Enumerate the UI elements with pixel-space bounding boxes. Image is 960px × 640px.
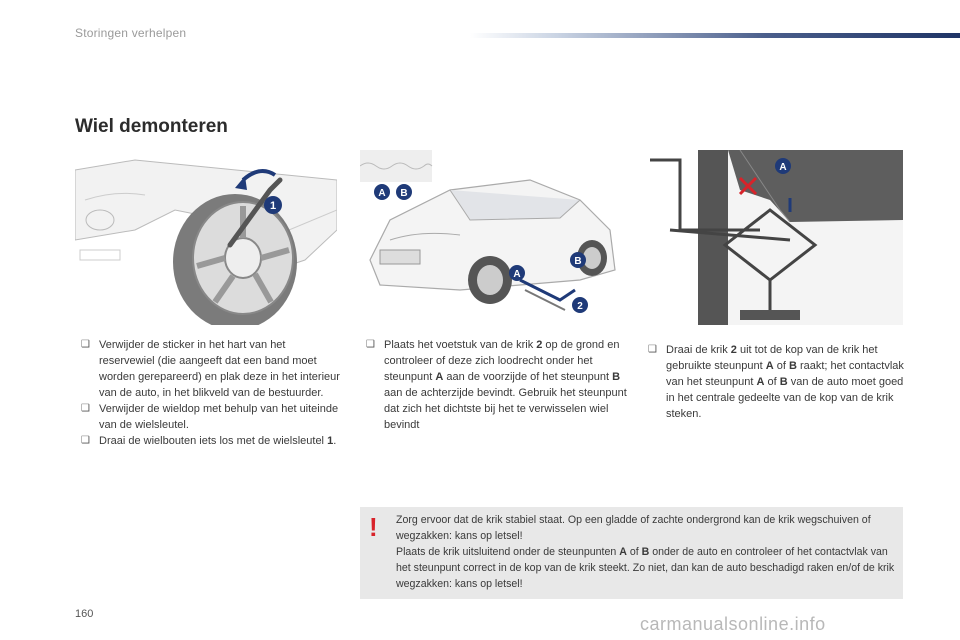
header-gradient-bar [470,33,960,38]
section-title: Storingen verhelpen [75,26,187,40]
bullet-icon: ❑ [648,344,657,355]
callout-b-top: B [400,188,408,199]
callout-a-top: A [378,188,386,199]
figure-car-jack-points [360,150,622,325]
instruction-item: ❑ Verwijder de sticker in het hart van het reservewiel (die aangeeft dat een band moet worden gerepareerd) en plak deze in het interieur van de auto, in het blikveld van de bestuurder. [81,339,340,399]
instruction-item: ❑ Verwijder de wieldop met behulp van het uiteinde van de wielsleutel. [81,403,339,431]
instruction-item: ❑ Draai de wielbouten iets los met de wielsleutel 1. [81,435,337,447]
bullet-icon: ❑ [366,339,375,350]
callout-a-bottom: A [513,269,521,280]
callout-b-bottom: B [574,256,582,267]
watermark: carmanualsonline.info [640,614,826,634]
instruction-item: ❑ Draai de krik 2 uit tot de kop van de krik het gebruikte steunpunt A of B raakt; het contactvlak van het steunpunt A of B van de auto moet goed in het centrale gedeelte van de kop van de krik steken. [648,344,904,420]
callout-a-detail: A [779,162,787,173]
page-number: 160 [75,608,94,620]
warning-icon: ! [369,512,378,542]
instruction-column-1 [75,337,340,449]
instruction-column-2 [360,337,628,433]
callout-2-label: 2 [577,301,583,312]
bullet-icon: ❑ [81,339,90,350]
warning-box [360,507,903,599]
figure-jack-detail [640,150,903,325]
bullet-icon: ❑ [81,403,90,414]
bullet-icon: ❑ [81,435,90,446]
instruction-item: ❑ Plaats het voetstuk van de krik 2 op de grond en controleer of deze zich loodrecht onder het steunpunt A aan de voorzijde of het steunpunt B aan de achterzijde bevindt. Gebruik het steunpunt dat zich het dichtste bij het te verwisselen wiel bevindt [366,339,627,431]
figure-wheel-wrench [75,150,337,325]
warning-text: Zorg ervoor dat de krik stabiel staat. Op een gladde of zachte ondergrond kan de krik wegschuiven of wegzakken: kans op letsel! Plaats de krik uitsluitend onder de steunpunten A of B onder de auto en controleer of het contactvlak van het steunpunt correct in de kop van de krik steekt. Zo niet, dan kan de auto beschadigd raken en/of de krik wegzakken: kans op letsel! [396,514,895,590]
callout-1-label: 1 [269,200,277,212]
instruction-column-3 [642,342,904,422]
page-heading: Wiel demonteren [75,116,228,137]
